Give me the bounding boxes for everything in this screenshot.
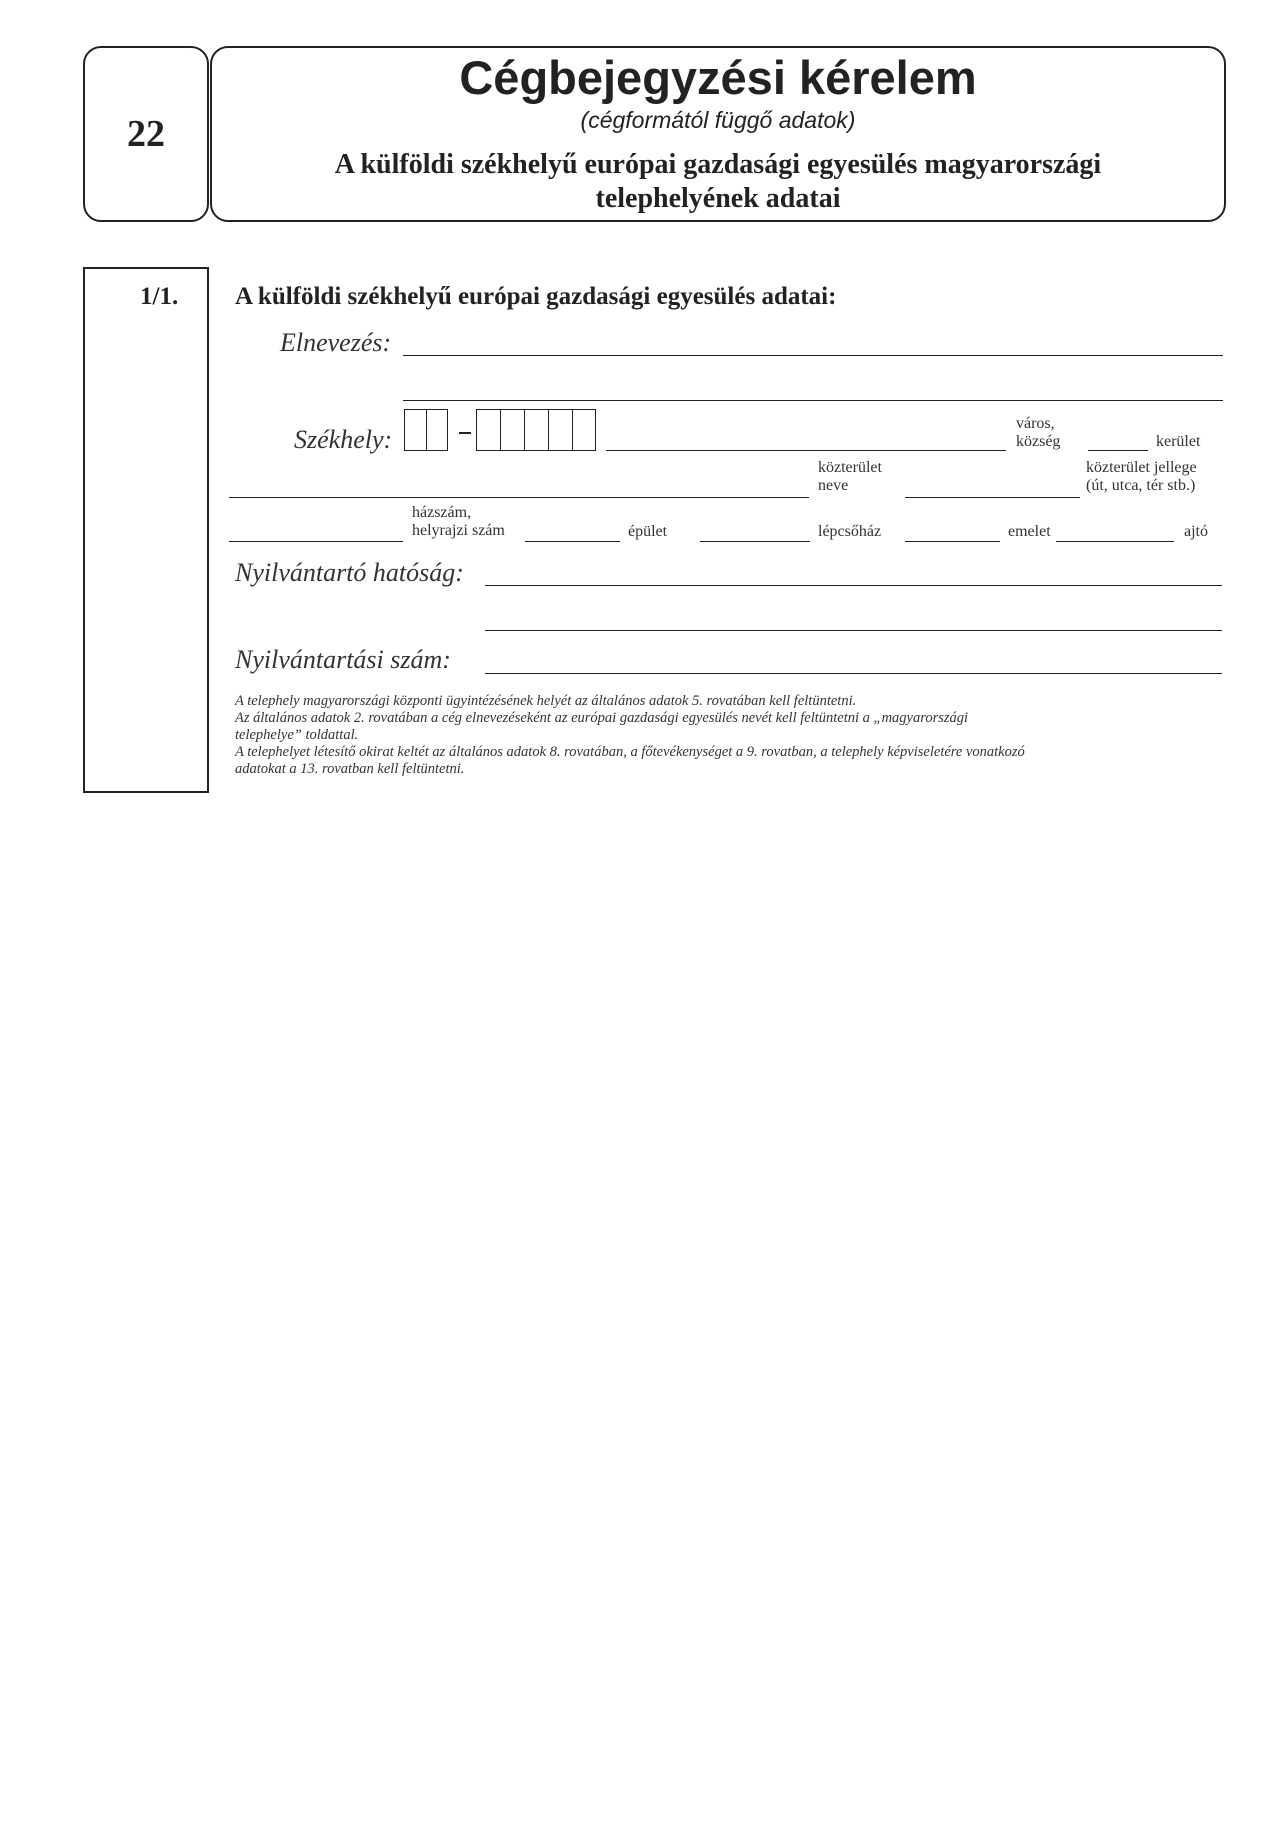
- postal-code-digit-4[interactable]: [500, 409, 524, 451]
- postal-code-digit-7[interactable]: [572, 409, 596, 451]
- note-line: adatokat a 13. rovatban kell feltüntetni.: [235, 761, 465, 777]
- note-line: A telephelyet létesítő okirat keltét az általános adatok 8. rovatában, a főtevékenységet a 9. rovatban, a telephely képviseletére vonatkozó: [235, 744, 1025, 760]
- name-field-line1[interactable]: [403, 355, 1223, 356]
- postal-code-digit-5[interactable]: [524, 409, 548, 451]
- postal-code-dash: [459, 432, 471, 434]
- form-heading-line1: A külföldi székhelyű európai gazdasági egyesülés magyarországi: [334, 149, 1102, 180]
- note-line: Az általános adatok 2. rovatában a cég elnevezéseként az európai gazdasági egyesülés nevét kell feltüntetni a „magyarországi: [235, 710, 969, 726]
- postal-code-digit-3[interactable]: [476, 409, 500, 451]
- city-label: város, község: [1016, 415, 1061, 450]
- door-label: ajtó: [1184, 523, 1208, 540]
- form-heading-line2: telephelyének adatai: [595, 183, 841, 214]
- house-number-label: házszám, helyrajzi szám: [412, 504, 505, 539]
- note-line: A telephely magyarországi központi ügyintézésének helyét az általános adatok 5. rovatában kell feltüntetni.: [235, 693, 857, 709]
- seat-label: Székhely:: [294, 425, 393, 454]
- section-number-column: [83, 267, 209, 793]
- staircase-field[interactable]: [700, 541, 810, 542]
- name-label: Elnevezés:: [280, 328, 392, 357]
- registry-authority-field-line2[interactable]: [485, 630, 1222, 631]
- street-type-label: közterület jellege (út, utca, tér stb.): [1086, 459, 1197, 494]
- floor-field[interactable]: [905, 541, 1000, 542]
- staircase-label: lépcsőház: [818, 523, 882, 540]
- registry-number-field[interactable]: [485, 673, 1222, 674]
- postal-code-digit-2[interactable]: [426, 409, 448, 451]
- name-field-line2[interactable]: [403, 400, 1223, 401]
- page-subtitle: (cégformától függő adatok): [580, 107, 856, 133]
- section-title: A külföldi székhelyű európai gazdasági egyesülés adatai:: [235, 283, 837, 310]
- page-title: Cégbejegyzési kérelem: [459, 51, 977, 104]
- registry-authority-label: Nyilvántartó hatóság:: [235, 558, 464, 587]
- building-label: épület: [628, 523, 668, 540]
- floor-label: emelet: [1008, 523, 1051, 540]
- registry-authority-field-line1[interactable]: [485, 585, 1222, 586]
- building-field[interactable]: [525, 541, 620, 542]
- notes: [235, 693, 1215, 778]
- door-field[interactable]: [1056, 541, 1174, 542]
- section-number: 1/1.: [140, 283, 179, 310]
- form-heading: [250, 148, 1186, 216]
- form-number: 22: [127, 113, 165, 155]
- house-number-field[interactable]: [229, 541, 403, 542]
- postal-code-digit-1[interactable]: [404, 409, 426, 451]
- street-name-label: közterület neve: [818, 459, 882, 494]
- postal-code-digit-6[interactable]: [548, 409, 572, 451]
- street-name-field[interactable]: [229, 497, 809, 498]
- district-field[interactable]: [1088, 450, 1148, 451]
- city-field[interactable]: [606, 450, 1006, 451]
- registry-number-label: Nyilvántartási szám:: [235, 645, 451, 674]
- street-type-field[interactable]: [905, 497, 1080, 498]
- district-label: kerület: [1156, 433, 1201, 450]
- note-line: telephelye” toldattal.: [235, 727, 359, 743]
